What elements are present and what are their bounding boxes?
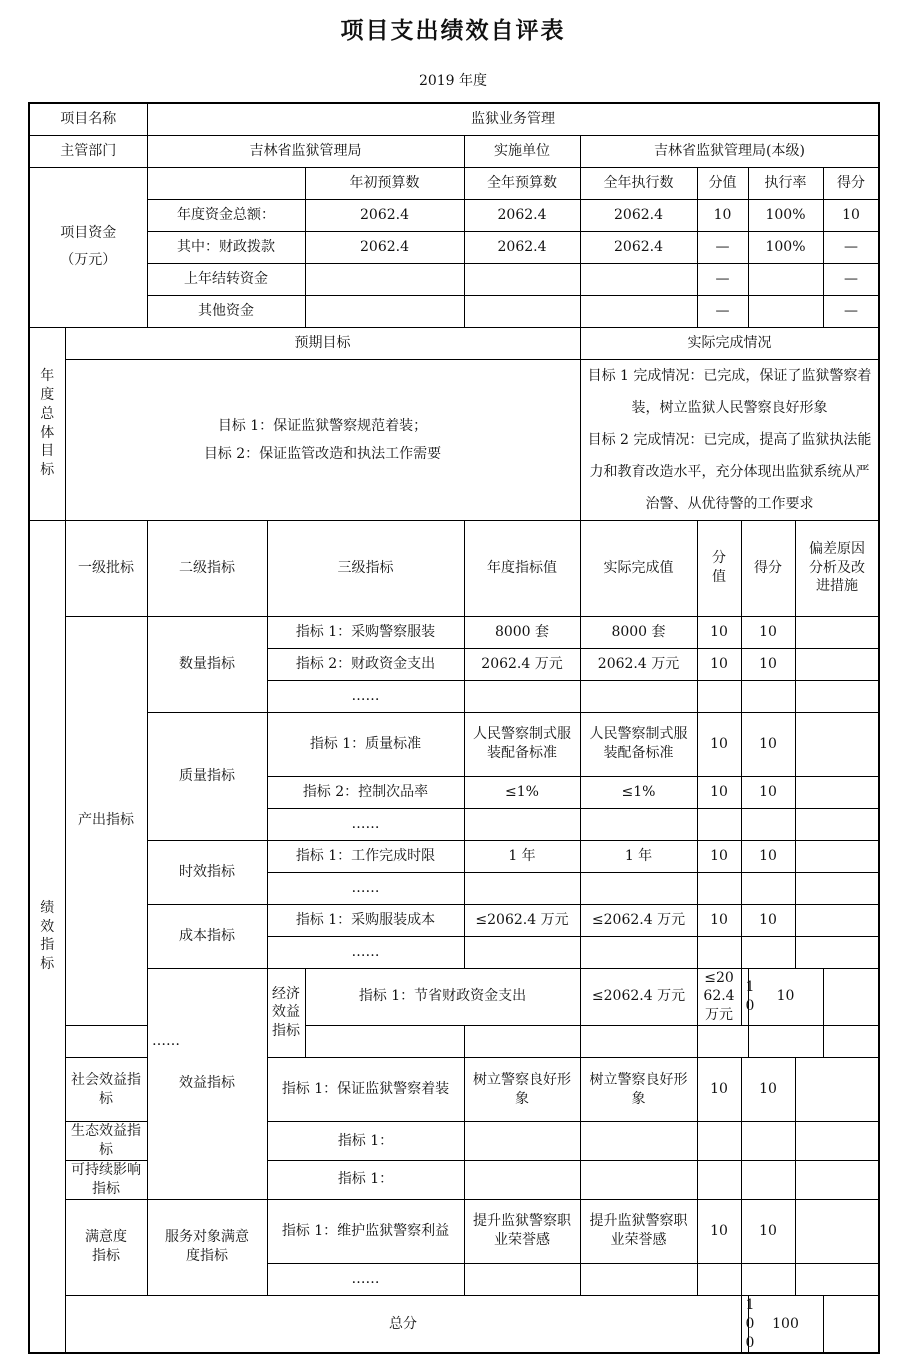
indicator-score: 10 (741, 1199, 795, 1263)
funds-row-score: — (823, 263, 879, 295)
indicator-target (464, 680, 580, 712)
indicator-row (29, 616, 879, 648)
indicator-deviation (795, 712, 879, 776)
indicator-deviation (795, 904, 879, 936)
indicator-target: ≤2062.4 万元 (464, 904, 580, 936)
indicator-deviation (795, 808, 879, 840)
indicator-deviation (748, 1026, 823, 1058)
funds-label (29, 167, 147, 327)
indicator-deviation (795, 776, 879, 808)
indicator-name: 指标 1：工作完成时限 (267, 840, 464, 872)
indicator-target: 树立警察良好形象 (464, 1058, 580, 1122)
indicator-name: 指标 1：保证监狱警察着装 (267, 1058, 464, 1122)
indicator-value (580, 1026, 697, 1058)
indicator-deviation (795, 872, 879, 904)
indicator-row (29, 1026, 879, 1058)
funds-header-score-value: 分值 (697, 167, 748, 199)
department-value: 吉林省监狱管理局 (147, 135, 464, 167)
implementing-unit-label: 实施单位 (464, 135, 580, 167)
indicator-actual: 1 年 (580, 840, 697, 872)
side-char: 目 (40, 443, 55, 460)
indicator-score (741, 872, 795, 904)
indicator-score: 10 (741, 1058, 795, 1122)
indicator-deviation (823, 968, 879, 1026)
indicator-actual (580, 936, 697, 968)
funds-row-initial: 2062.4 (305, 199, 464, 231)
indicator-deviation (795, 840, 879, 872)
indicator-actual: ≤2062.4 万元 (697, 968, 741, 1026)
indicator-name: 指标 2：财政资金支出 (267, 648, 464, 680)
funds-row-rate (748, 295, 823, 327)
indicator-name: 指标 1：维护监狱警察利益 (267, 1199, 464, 1263)
indicator-value: 10 (697, 712, 741, 776)
indicator-target (464, 808, 580, 840)
indicator-actual (464, 1026, 580, 1058)
indicator-actual (580, 680, 697, 712)
funds-row-initial (305, 263, 464, 295)
indicator-name: 指标 1：采购警察服装 (267, 616, 464, 648)
indicator-ellipsis: …… (267, 680, 464, 712)
funds-row-executed: 2062.4 (580, 231, 697, 263)
indicator-score: 10 (741, 712, 795, 776)
funds-row-label: 年度资金总额： (147, 199, 305, 231)
indicator-ellipsis: …… (267, 1263, 464, 1295)
indicator-score: 10 (741, 904, 795, 936)
annual-goal-side-label (29, 327, 65, 520)
funds-row-label: 其中：财政拨款 (147, 231, 305, 263)
indicator-value: 10 (697, 1058, 741, 1122)
funds-header-executed: 全年执行数 (580, 167, 697, 199)
indicator-ellipsis: …… (267, 808, 464, 840)
expected-goal-text (65, 359, 580, 520)
indicator-value (697, 808, 741, 840)
indicator-deviation (795, 1199, 879, 1263)
indicator-ellipsis: …… (65, 1026, 267, 1058)
indicator-actual (580, 1160, 697, 1199)
funds-row-annual: 2062.4 (464, 199, 580, 231)
indicator-score (741, 1122, 795, 1161)
indicator-value (697, 936, 741, 968)
year-label: 2019 年度 (418, 73, 488, 89)
indicator-name: 指标 1：节省财政资金支出 (305, 968, 580, 1026)
side-char: 体 (40, 424, 55, 441)
indicator-value: 10 (697, 840, 741, 872)
indicator-target: 人民警察制式服装配备标准 (464, 712, 580, 776)
indicator-target: 提升监狱警察职业荣誉感 (464, 1199, 580, 1263)
expected-goal-header: 预期目标 (65, 327, 580, 359)
funds-row-score: — (823, 295, 879, 327)
indicator-actual (580, 872, 697, 904)
indicator-value: 10 (697, 776, 741, 808)
indicator-actual: ≤1% (580, 776, 697, 808)
header-score-value (697, 520, 741, 616)
funds-label-line2: （万元） (60, 252, 117, 268)
actual-completion-text (580, 359, 879, 520)
total-value: 100 (741, 1295, 748, 1353)
indicator-target: ≤2062.4 万元 (580, 968, 697, 1026)
side-char: 总 (40, 405, 55, 422)
funds-row-rate: 100% (748, 231, 823, 263)
funds-row-score-value: — (697, 231, 748, 263)
indicator-name: 指标 1： (267, 1160, 464, 1199)
indicator-actual: ≤2062.4 万元 (580, 904, 697, 936)
indicator-ellipsis: …… (267, 872, 464, 904)
total-label: 总分 (65, 1295, 741, 1353)
subcategory-quality: 质量指标 (147, 712, 267, 840)
funds-row-initial (305, 295, 464, 327)
indicator-deviation (795, 648, 879, 680)
indicator-actual: 树立警察良好形象 (580, 1058, 697, 1122)
indicator-target: ≤1% (464, 776, 580, 808)
self-evaluation-table (28, 102, 880, 1354)
indicator-target (305, 1026, 464, 1058)
subcategory-cost: 成本指标 (147, 904, 267, 968)
indicator-actual: 提升监狱警察职业荣誉感 (580, 1199, 697, 1263)
indicator-score (741, 680, 795, 712)
category-satisfaction-2: 指标 (92, 1248, 120, 1265)
header-level2: 二级指标 (147, 520, 267, 616)
side-char: 标 (40, 956, 55, 973)
indicator-ellipsis: …… (267, 936, 464, 968)
project-name-value: 监狱业务管理 (147, 103, 879, 135)
subcategory-sustainable: 可持续影响指标 (65, 1160, 147, 1199)
indicator-value (697, 680, 741, 712)
funds-row-label: 上年结转资金 (147, 263, 305, 295)
indicator-target (464, 872, 580, 904)
indicator-name: 指标 2：控制次品率 (267, 776, 464, 808)
funds-row-score: — (823, 231, 879, 263)
indicator-row (29, 904, 879, 936)
funds-row-annual (464, 295, 580, 327)
side-char: 年 (40, 367, 55, 384)
category-benefit: 效益指标 (147, 968, 267, 1199)
indicator-score (697, 1026, 748, 1058)
actual-completion-header: 实际完成情况 (580, 327, 879, 359)
goal-header-row (29, 327, 879, 359)
indicator-score: 10 (741, 648, 795, 680)
page-title: 项目支出绩效自评表 (340, 17, 566, 44)
indicator-value (697, 1122, 741, 1161)
indicator-value (697, 872, 741, 904)
header-annual-value: 年度指标值 (464, 520, 580, 616)
indicator-row (29, 968, 879, 1026)
funds-row-label: 其他资金 (147, 295, 305, 327)
subcategory-service (147, 1199, 267, 1295)
indicator-actual (580, 808, 697, 840)
side-char: 效 (40, 918, 55, 935)
indicator-actual (580, 1263, 697, 1295)
expected-goal-2: 目标 2：保证监管改造和执法工作需要 (203, 445, 442, 462)
subcategory-timeliness: 时效指标 (147, 840, 267, 904)
header-score-value-2: 值 (712, 569, 726, 585)
funds-row-score-value: — (697, 263, 748, 295)
indicator-target: 2062.4 万元 (464, 648, 580, 680)
side-char: 绩 (40, 899, 55, 916)
subcategory-quantity: 数量指标 (147, 616, 267, 712)
funds-header-initial: 年初预算数 (305, 167, 464, 199)
implementing-unit-value: 吉林省监狱管理局(本级) (580, 135, 879, 167)
indicator-row (29, 712, 879, 776)
indicator-target (464, 936, 580, 968)
header-score: 得分 (741, 520, 795, 616)
header-actual-value: 实际完成值 (580, 520, 697, 616)
indicator-score (741, 936, 795, 968)
indicator-deviation (795, 1263, 879, 1295)
indicator-row (29, 840, 879, 872)
side-char: 度 (40, 386, 55, 403)
indicator-deviation (795, 616, 879, 648)
department-label: 主管部门 (29, 135, 147, 167)
goal-content-row (29, 359, 879, 520)
indicator-target (464, 1263, 580, 1295)
funds-header-row (29, 167, 879, 199)
indicator-target (464, 1160, 580, 1199)
side-char: 指 (40, 937, 55, 954)
indicator-value: 10 (697, 616, 741, 648)
header-deviation-2: 分析及改 (809, 559, 866, 576)
category-satisfaction (65, 1199, 147, 1295)
total-score: 100 (748, 1295, 823, 1353)
funds-row (29, 263, 879, 295)
funds-row (29, 295, 879, 327)
indicator-deviation (795, 680, 879, 712)
funds-row-annual: 2062.4 (464, 231, 580, 263)
funds-header-blank (147, 167, 305, 199)
funds-row (29, 199, 879, 231)
side-char: 标 (40, 462, 55, 479)
indicator-value (697, 1160, 741, 1199)
subcategory-service-1: 服务对象满意 (165, 1229, 249, 1246)
funds-row-rate: 100% (748, 199, 823, 231)
expected-goal-1: 目标 1：保证监狱警察规范着装； (217, 417, 428, 434)
indicator-deviation (795, 1160, 879, 1199)
funds-row-rate (748, 263, 823, 295)
header-deviation-1: 偏差原因 (809, 540, 866, 557)
funds-row-initial: 2062.4 (305, 231, 464, 263)
funds-header-annual: 全年预算数 (464, 167, 580, 199)
indicator-actual: 2062.4 万元 (580, 648, 697, 680)
indicator-name: 指标 1：质量标准 (267, 712, 464, 776)
project-name-row (29, 103, 879, 135)
perf-side-label (29, 520, 65, 1353)
subcategory-ecological: 生态效益指标 (65, 1122, 147, 1161)
indicator-score (741, 808, 795, 840)
category-output: 产出指标 (65, 616, 147, 1026)
indicator-deviation (795, 936, 879, 968)
header-deviation (795, 520, 879, 616)
department-row (29, 135, 879, 167)
funds-row-score-value: 10 (697, 199, 748, 231)
indicator-score: 10 (741, 776, 795, 808)
funds-row-score: 10 (823, 199, 879, 231)
funds-row-score-value: — (697, 295, 748, 327)
funds-row-executed: 2062.4 (580, 199, 697, 231)
indicator-value: 10 (741, 968, 748, 1026)
subcategory-social: 社会效益指标 (65, 1058, 147, 1122)
indicator-name: 指标 1： (267, 1122, 464, 1161)
subcategory-economic: 经济效益指标 (267, 968, 305, 1058)
indicator-value: 10 (697, 904, 741, 936)
funds-row-executed (580, 295, 697, 327)
indicator-score (741, 1263, 795, 1295)
funds-row-executed (580, 263, 697, 295)
indicator-target (464, 1122, 580, 1161)
indicator-row (29, 1199, 879, 1263)
indicator-name: 指标 1：采购服装成本 (267, 904, 464, 936)
indicator-deviation (795, 1058, 879, 1122)
indicator-actual (580, 1122, 697, 1161)
funds-row-annual (464, 263, 580, 295)
header-level3: 三级指标 (267, 520, 464, 616)
total-row (29, 1295, 879, 1353)
indicator-value: 10 (697, 648, 741, 680)
indicator-target: 1 年 (464, 840, 580, 872)
indicator-value: 10 (697, 1199, 741, 1263)
perf-header-row (29, 520, 879, 616)
actual-completion-1: 目标 1 完成情况：已完成，保证了监狱警察着装，树立监狱人民警察良好形象 (587, 367, 872, 416)
total-deviation (823, 1295, 879, 1353)
indicator-score: 10 (741, 840, 795, 872)
funds-label-line1: 项目资金 (60, 225, 117, 242)
category-satisfaction-1: 满意度 (85, 1229, 127, 1246)
indicator-score: 10 (748, 968, 823, 1026)
funds-row (29, 231, 879, 263)
indicator-actual: 人民警察制式服装配备标准 (580, 712, 697, 776)
funds-header-score: 得分 (823, 167, 879, 199)
indicator-deviation (795, 1122, 879, 1161)
indicator-score: 10 (741, 616, 795, 648)
indicator-score (741, 1160, 795, 1199)
indicator-actual: 8000 套 (580, 616, 697, 648)
header-level1: 一级批标 (65, 520, 147, 616)
indicator-target: 8000 套 (464, 616, 580, 648)
indicator-value (697, 1263, 741, 1295)
actual-completion-2: 目标 2 完成情况：已完成，提高了监狱执法能力和教育改造水平，充分体现出监狱系统从严治警、从优待警的工作要求 (587, 431, 872, 512)
header-score-value-1: 分 (712, 550, 726, 567)
header-deviation-3: 进措施 (816, 578, 859, 595)
subcategory-service-2: 度指标 (186, 1248, 228, 1265)
funds-header-rate: 执行率 (748, 167, 823, 199)
project-name-label: 项目名称 (29, 103, 147, 135)
